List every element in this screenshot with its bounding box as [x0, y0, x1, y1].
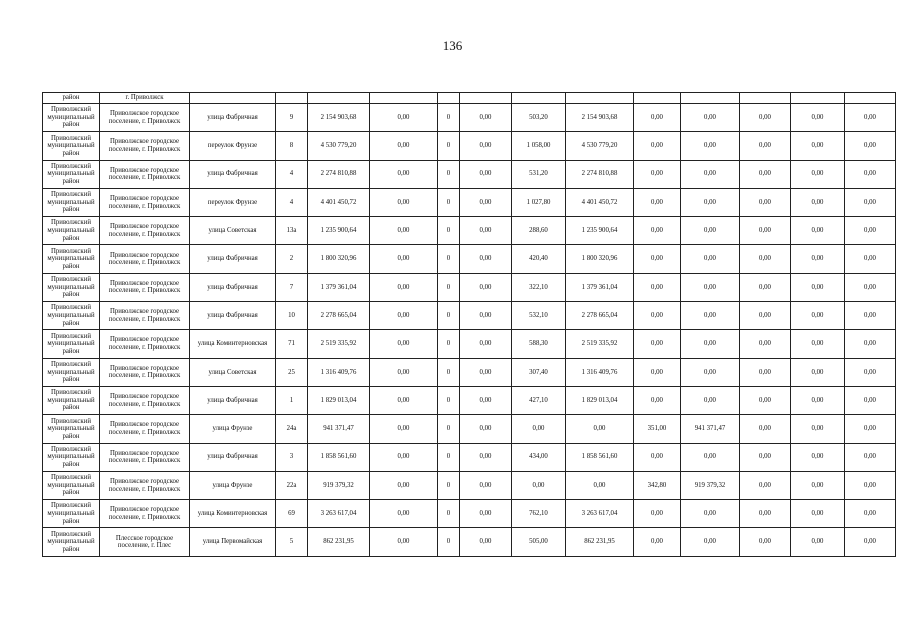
value-cell: 0,00 [460, 217, 512, 245]
value-cell: 0,00 [791, 188, 845, 216]
street-cell: улица Фабричная [190, 245, 276, 273]
value-cell: 0,00 [634, 104, 681, 132]
value-cell: 0,00 [740, 330, 791, 358]
value-cell: 0,00 [460, 528, 512, 556]
repair-cost-cell: 2 519 335,92 [566, 330, 634, 358]
value-cell: 0,00 [460, 358, 512, 386]
table-row [43, 330, 896, 358]
value-cell: 351,00 [634, 415, 681, 443]
district-cell: Приволжский муниципальный район [43, 188, 100, 216]
repair-cost-cell: 862 231,95 [566, 528, 634, 556]
count-cell: 0 [438, 160, 460, 188]
area-cell: 322,10 [512, 273, 566, 301]
count-cell: 0 [438, 528, 460, 556]
table-row [43, 132, 896, 160]
repair-cost-cell: 2 154 903,68 [566, 104, 634, 132]
street-cell: переулок Фрунзе [190, 132, 276, 160]
street-cell: улица Фабричная [190, 386, 276, 414]
value-cell: 0,00 [791, 443, 845, 471]
house-number-cell: 13а [276, 217, 308, 245]
district-cell: Приволжский муниципальный район [43, 500, 100, 528]
value-cell: 0,00 [370, 188, 438, 216]
value-cell: 0,00 [791, 471, 845, 499]
street-cell: улица Фабричная [190, 273, 276, 301]
count-cell: 0 [438, 104, 460, 132]
district-cell: Приволжский муниципальный район [43, 273, 100, 301]
value-cell: 0,00 [460, 160, 512, 188]
repair-cost-cell: 1 316 409,76 [566, 358, 634, 386]
value-cell: 0,00 [740, 471, 791, 499]
value-cell: 0,00 [370, 132, 438, 160]
value-cell: 0,00 [740, 415, 791, 443]
district-cell: Приволжский муниципальный район [43, 217, 100, 245]
table-row [43, 443, 896, 471]
value-cell: 0,00 [791, 160, 845, 188]
street-cell: улица Советская [190, 217, 276, 245]
repair-cost-cell: 4 530 779,20 [566, 132, 634, 160]
repair-cost-cell: 2 278 665,04 [566, 302, 634, 330]
value-cell: 0,00 [681, 273, 740, 301]
table-row [43, 188, 896, 216]
table-row [43, 528, 896, 556]
value-cell: 0,00 [370, 330, 438, 358]
value-cell: 0,00 [791, 528, 845, 556]
district-cell: Приволжский муниципальный район [43, 245, 100, 273]
value-cell: 0,00 [740, 528, 791, 556]
count-cell: 0 [438, 358, 460, 386]
table-row [43, 217, 896, 245]
repair-cost-cell: 1 379 361,04 [566, 273, 634, 301]
repair-cost-cell: 1 829 013,04 [566, 386, 634, 414]
value-cell: 0,00 [681, 160, 740, 188]
value-cell: 0,00 [740, 217, 791, 245]
settlement-cell: Приволжское городское поселение, г. Приволжск [100, 471, 190, 499]
value-cell: 0,00 [634, 443, 681, 471]
house-number-cell: 5 [276, 528, 308, 556]
value-cell: 0,00 [634, 132, 681, 160]
value-cell: 0,00 [370, 104, 438, 132]
value-cell: 0,00 [845, 160, 896, 188]
total-cost-cell: 4 401 450,72 [308, 188, 370, 216]
total-cost-cell: 4 530 779,20 [308, 132, 370, 160]
table-row [43, 471, 896, 499]
value-cell: 0,00 [460, 104, 512, 132]
value-cell: 0,00 [791, 245, 845, 273]
value-cell: 0,00 [634, 302, 681, 330]
street-cell: улица Советская [190, 358, 276, 386]
table-row [43, 415, 896, 443]
street-cell: улица Фабричная [190, 302, 276, 330]
area-cell: 762,10 [512, 500, 566, 528]
value-cell: 0,00 [681, 500, 740, 528]
value-cell: 0,00 [634, 188, 681, 216]
street-cell: улица Фабричная [190, 443, 276, 471]
count-cell: 0 [438, 273, 460, 301]
value-cell: 0,00 [681, 386, 740, 414]
total-cost-cell: 862 231,95 [308, 528, 370, 556]
value-cell: 0,00 [681, 528, 740, 556]
area-cell: 434,00 [512, 443, 566, 471]
area-cell: 1 058,00 [512, 132, 566, 160]
district-cell: район [43, 93, 100, 104]
value-cell: 0,00 [791, 217, 845, 245]
table-row [43, 245, 896, 273]
settlement-cell: Приволжское городское поселение, г. Приволжск [100, 273, 190, 301]
value-cell: 0,00 [845, 245, 896, 273]
repair-cost-cell: 1 858 561,60 [566, 443, 634, 471]
settlement-cell: Приволжское городское поселение, г. Приволжск [100, 104, 190, 132]
total-cost-cell: 2 519 335,92 [308, 330, 370, 358]
value-cell: 0,00 [681, 188, 740, 216]
house-number-cell: 3 [276, 443, 308, 471]
repair-cost-cell: 1 800 320,96 [566, 245, 634, 273]
house-number-cell: 10 [276, 302, 308, 330]
district-cell: Приволжский муниципальный район [43, 160, 100, 188]
value-cell: 0,00 [845, 358, 896, 386]
value-cell: 0,00 [634, 500, 681, 528]
value-cell: 0,00 [681, 443, 740, 471]
district-cell: Приволжский муниципальный район [43, 386, 100, 414]
value-cell: 0,00 [634, 330, 681, 358]
value-cell: 0,00 [460, 443, 512, 471]
value-cell: 0,00 [681, 132, 740, 160]
street-cell: улица Первомайская [190, 528, 276, 556]
value-cell: 0,00 [460, 386, 512, 414]
repair-cost-cell: 0,00 [566, 471, 634, 499]
value-cell: 0,00 [740, 104, 791, 132]
value-cell: 0,00 [681, 104, 740, 132]
value-cell: 0,00 [740, 188, 791, 216]
repair-cost-cell: 2 274 810,88 [566, 160, 634, 188]
value-cell: 0,00 [634, 273, 681, 301]
total-cost-cell: 3 263 617,04 [308, 500, 370, 528]
total-cost-cell: 2 154 903,68 [308, 104, 370, 132]
settlement-cell: Приволжское городское поселение, г. Приволжск [100, 302, 190, 330]
settlement-cell: Приволжское городское поселение, г. Приволжск [100, 358, 190, 386]
value-cell: 0,00 [681, 217, 740, 245]
value-cell: 919 379,32 [681, 471, 740, 499]
count-cell: 0 [438, 500, 460, 528]
table-row [43, 302, 896, 330]
value-cell: 941 371,47 [681, 415, 740, 443]
settlement-cell: Приволжское городское поселение, г. Приволжск [100, 443, 190, 471]
value-cell: 0,00 [460, 245, 512, 273]
count-cell: 0 [438, 188, 460, 216]
district-cell: Приволжский муниципальный район [43, 415, 100, 443]
value-cell: 0,00 [370, 471, 438, 499]
value-cell: 0,00 [370, 443, 438, 471]
value-cell: 0,00 [634, 245, 681, 273]
value-cell: 0,00 [681, 245, 740, 273]
value-cell: 0,00 [460, 302, 512, 330]
value-cell: 0,00 [791, 273, 845, 301]
settlement-cell: Приволжское городское поселение, г. Приволжск [100, 217, 190, 245]
street-cell: переулок Фрунзе [190, 188, 276, 216]
street-cell: улица Фрунзе [190, 415, 276, 443]
count-cell: 0 [438, 217, 460, 245]
total-cost-cell: 1 379 361,04 [308, 273, 370, 301]
house-number-cell: 9 [276, 104, 308, 132]
settlement-cell: Приволжское городское поселение, г. Приволжск [100, 188, 190, 216]
value-cell: 0,00 [740, 500, 791, 528]
district-cell: Приволжский муниципальный район [43, 528, 100, 556]
area-cell: 505,00 [512, 528, 566, 556]
value-cell: 0,00 [370, 500, 438, 528]
table-row [43, 358, 896, 386]
table-row [43, 500, 896, 528]
value-cell: 0,00 [845, 528, 896, 556]
total-cost-cell: 1 235 900,64 [308, 217, 370, 245]
repair-cost-cell: 0,00 [566, 415, 634, 443]
repair-cost-cell: 4 401 450,72 [566, 188, 634, 216]
count-cell: 0 [438, 471, 460, 499]
total-cost-cell: 941 371,47 [308, 415, 370, 443]
area-cell: 420,40 [512, 245, 566, 273]
area-cell: 531,20 [512, 160, 566, 188]
value-cell: 0,00 [791, 386, 845, 414]
value-cell: 0,00 [370, 528, 438, 556]
value-cell: 0,00 [634, 160, 681, 188]
repair-table [42, 92, 896, 557]
value-cell: 0,00 [681, 330, 740, 358]
value-cell: 0,00 [634, 358, 681, 386]
area-cell: 532,10 [512, 302, 566, 330]
value-cell: 0,00 [460, 330, 512, 358]
value-cell: 0,00 [791, 415, 845, 443]
value-cell: 0,00 [791, 132, 845, 160]
value-cell: 0,00 [791, 330, 845, 358]
total-cost-cell: 2 274 810,88 [308, 160, 370, 188]
value-cell: 0,00 [740, 160, 791, 188]
settlement-cell: Приволжское городское поселение, г. Приволжск [100, 330, 190, 358]
value-cell: 342,80 [634, 471, 681, 499]
district-cell: Приволжский муниципальный район [43, 104, 100, 132]
value-cell: 0,00 [845, 302, 896, 330]
table-row [43, 160, 896, 188]
area-cell: 0,00 [512, 471, 566, 499]
table-row [43, 104, 896, 132]
house-number-cell: 22а [276, 471, 308, 499]
value-cell: 0,00 [370, 358, 438, 386]
value-cell: 0,00 [845, 386, 896, 414]
settlement-cell: Приволжское городское поселение, г. Приволжск [100, 160, 190, 188]
area-cell: 588,30 [512, 330, 566, 358]
count-cell: 0 [438, 443, 460, 471]
street-cell: улица Фабричная [190, 104, 276, 132]
district-cell: Приволжский муниципальный район [43, 443, 100, 471]
value-cell: 0,00 [370, 245, 438, 273]
area-cell: 503,20 [512, 104, 566, 132]
continuation-row [43, 93, 896, 104]
house-number-cell: 25 [276, 358, 308, 386]
value-cell: 0,00 [845, 132, 896, 160]
street-cell: улица Фрунзе [190, 471, 276, 499]
table-row [43, 386, 896, 414]
value-cell: 0,00 [791, 358, 845, 386]
settlement-cell: Приволжское городское поселение, г. Приволжск [100, 132, 190, 160]
value-cell: 0,00 [460, 500, 512, 528]
district-cell: Приволжский муниципальный район [43, 358, 100, 386]
count-cell: 0 [438, 245, 460, 273]
settlement-cell: Плесское городское поселение, г. Плес [100, 528, 190, 556]
house-number-cell: 4 [276, 188, 308, 216]
area-cell: 0,00 [512, 415, 566, 443]
house-number-cell: 69 [276, 500, 308, 528]
district-cell: Приволжский муниципальный район [43, 330, 100, 358]
value-cell: 0,00 [460, 471, 512, 499]
value-cell: 0,00 [634, 528, 681, 556]
value-cell: 0,00 [845, 330, 896, 358]
house-number-cell: 71 [276, 330, 308, 358]
street-cell: улица Коминтерновская [190, 500, 276, 528]
value-cell: 0,00 [740, 386, 791, 414]
value-cell: 0,00 [845, 104, 896, 132]
street-cell: улица Фабричная [190, 160, 276, 188]
value-cell: 0,00 [791, 500, 845, 528]
total-cost-cell: 1 316 409,76 [308, 358, 370, 386]
area-cell: 427,10 [512, 386, 566, 414]
value-cell: 0,00 [845, 217, 896, 245]
district-cell: Приволжский муниципальный район [43, 471, 100, 499]
repair-cost-cell: 3 263 617,04 [566, 500, 634, 528]
house-number-cell: 1 [276, 386, 308, 414]
repair-cost-cell: 1 235 900,64 [566, 217, 634, 245]
district-cell: Приволжский муниципальный район [43, 302, 100, 330]
street-cell: улица Коминтерновская [190, 330, 276, 358]
value-cell: 0,00 [370, 386, 438, 414]
area-cell: 1 027,80 [512, 188, 566, 216]
total-cost-cell: 919 379,32 [308, 471, 370, 499]
count-cell: 0 [438, 132, 460, 160]
value-cell: 0,00 [845, 443, 896, 471]
value-cell: 0,00 [370, 217, 438, 245]
total-cost-cell: 1 858 561,60 [308, 443, 370, 471]
house-number-cell: 7 [276, 273, 308, 301]
value-cell: 0,00 [681, 302, 740, 330]
value-cell: 0,00 [460, 132, 512, 160]
value-cell: 0,00 [740, 132, 791, 160]
house-number-cell: 4 [276, 160, 308, 188]
value-cell: 0,00 [460, 188, 512, 216]
value-cell: 0,00 [370, 160, 438, 188]
total-cost-cell: 1 800 320,96 [308, 245, 370, 273]
settlement-cell: Приволжское городское поселение, г. Приволжск [100, 415, 190, 443]
house-number-cell: 2 [276, 245, 308, 273]
value-cell: 0,00 [460, 273, 512, 301]
value-cell: 0,00 [740, 443, 791, 471]
value-cell: 0,00 [370, 415, 438, 443]
value-cell: 0,00 [634, 217, 681, 245]
count-cell: 0 [438, 415, 460, 443]
value-cell: 0,00 [791, 104, 845, 132]
district-cell: Приволжский муниципальный район [43, 132, 100, 160]
count-cell: 0 [438, 330, 460, 358]
value-cell: 0,00 [845, 471, 896, 499]
area-cell: 307,40 [512, 358, 566, 386]
count-cell: 0 [438, 302, 460, 330]
value-cell: 0,00 [681, 358, 740, 386]
value-cell: 0,00 [740, 358, 791, 386]
settlement-cell: Приволжское городское поселение, г. Приволжск [100, 245, 190, 273]
area-cell: 288,60 [512, 217, 566, 245]
value-cell: 0,00 [845, 415, 896, 443]
table-row [43, 273, 896, 301]
value-cell: 0,00 [740, 302, 791, 330]
total-cost-cell: 2 278 665,04 [308, 302, 370, 330]
value-cell: 0,00 [460, 415, 512, 443]
value-cell: 0,00 [740, 273, 791, 301]
page-number: 136 [442, 38, 463, 53]
count-cell: 0 [438, 386, 460, 414]
value-cell: 0,00 [845, 188, 896, 216]
value-cell: 0,00 [791, 302, 845, 330]
value-cell: 0,00 [634, 386, 681, 414]
house-number-cell: 24а [276, 415, 308, 443]
settlement-cell: Приволжское городское поселение, г. Приволжск [100, 500, 190, 528]
value-cell: 0,00 [370, 302, 438, 330]
value-cell: 0,00 [370, 273, 438, 301]
value-cell: 0,00 [740, 245, 791, 273]
value-cell: 0,00 [845, 500, 896, 528]
house-number-cell: 8 [276, 132, 308, 160]
total-cost-cell: 1 829 013,04 [308, 386, 370, 414]
settlement-cell: Приволжское городское поселение, г. Приволжск [100, 386, 190, 414]
value-cell: 0,00 [845, 273, 896, 301]
settlement-cell: г. Приволжск [100, 93, 190, 104]
